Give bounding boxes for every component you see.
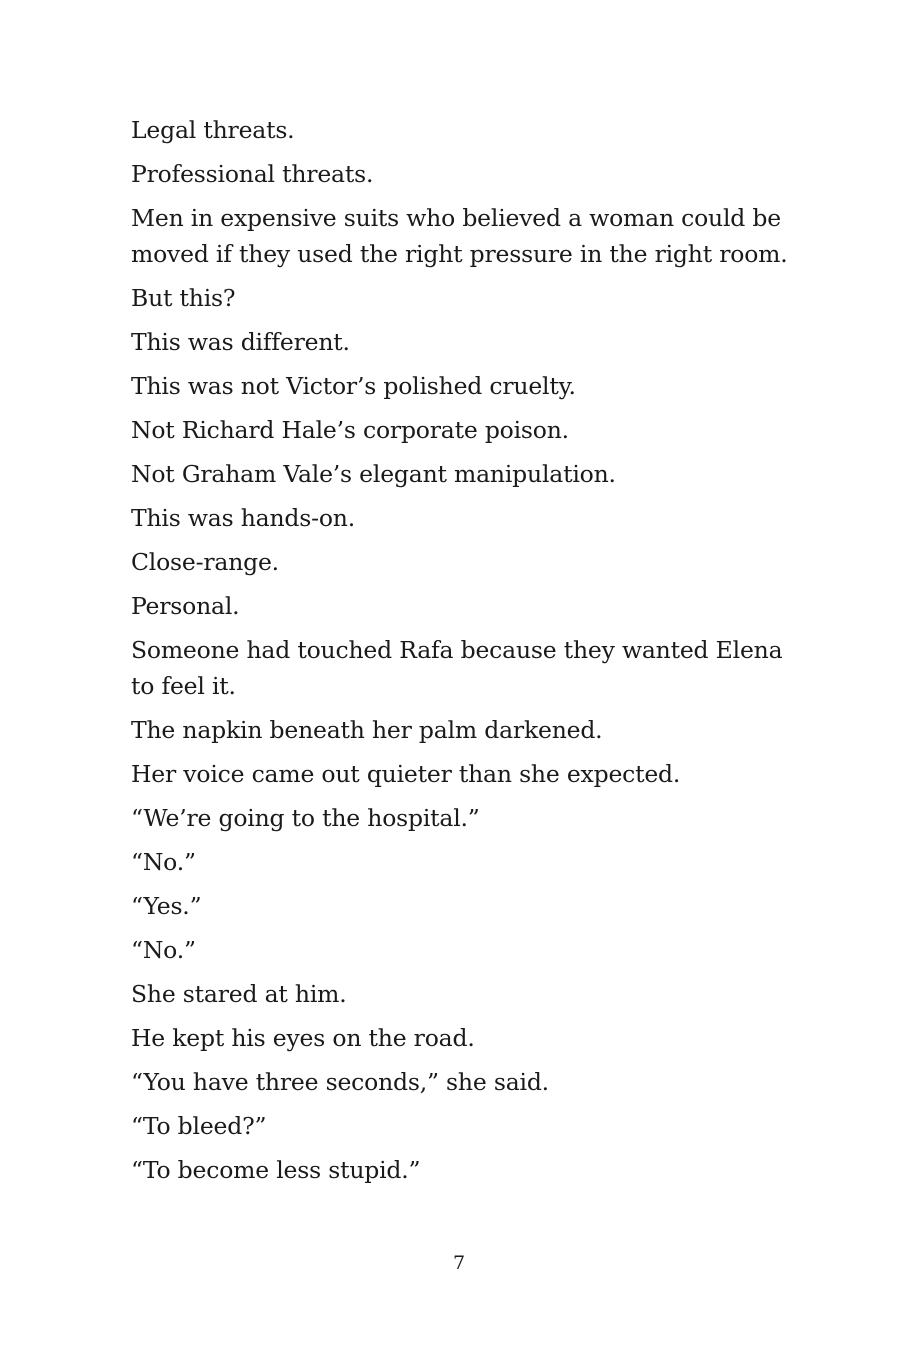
page-number: 7: [452, 1252, 466, 1274]
paragraph: “Yes.”: [131, 892, 202, 920]
paragraph: Personal.: [131, 592, 240, 620]
paragraph: Men in expensive suits who believed a woman could be moved if they used the right pressure in the right room.: [131, 204, 788, 268]
paragraph: Professional threats.: [131, 160, 374, 188]
paragraph: Someone had touched Rafa because they wanted Elena to feel it.: [131, 636, 783, 700]
paragraph: Her voice came out quieter than she expected.: [131, 760, 681, 788]
page-body: [131, 112, 791, 1196]
paragraph: This was hands-on.: [131, 504, 355, 532]
paragraph: “To become less stupid.”: [131, 1156, 421, 1184]
paragraph: “No.”: [131, 936, 196, 964]
paragraph: The napkin beneath her palm darkened.: [131, 716, 603, 744]
paragraph: This was different.: [131, 328, 350, 356]
paragraph: Not Graham Vale’s elegant manipulation.: [131, 460, 616, 488]
paragraph: He kept his eyes on the road.: [131, 1024, 475, 1052]
paragraph: Legal threats.: [131, 116, 295, 144]
paragraph: “You have three seconds,” she said.: [131, 1068, 549, 1096]
paragraph: “No.”: [131, 848, 196, 876]
paragraph: This was not Victor’s polished cruelty.: [131, 372, 576, 400]
paragraph: “We’re going to the hospital.”: [131, 804, 480, 832]
paragraph: “To bleed?”: [131, 1112, 267, 1140]
paragraph: Close-range.: [131, 548, 279, 576]
paragraph: But this?: [131, 284, 236, 312]
paragraph: She stared at him.: [131, 980, 347, 1008]
paragraph: Not Richard Hale’s corporate poison.: [131, 416, 569, 444]
